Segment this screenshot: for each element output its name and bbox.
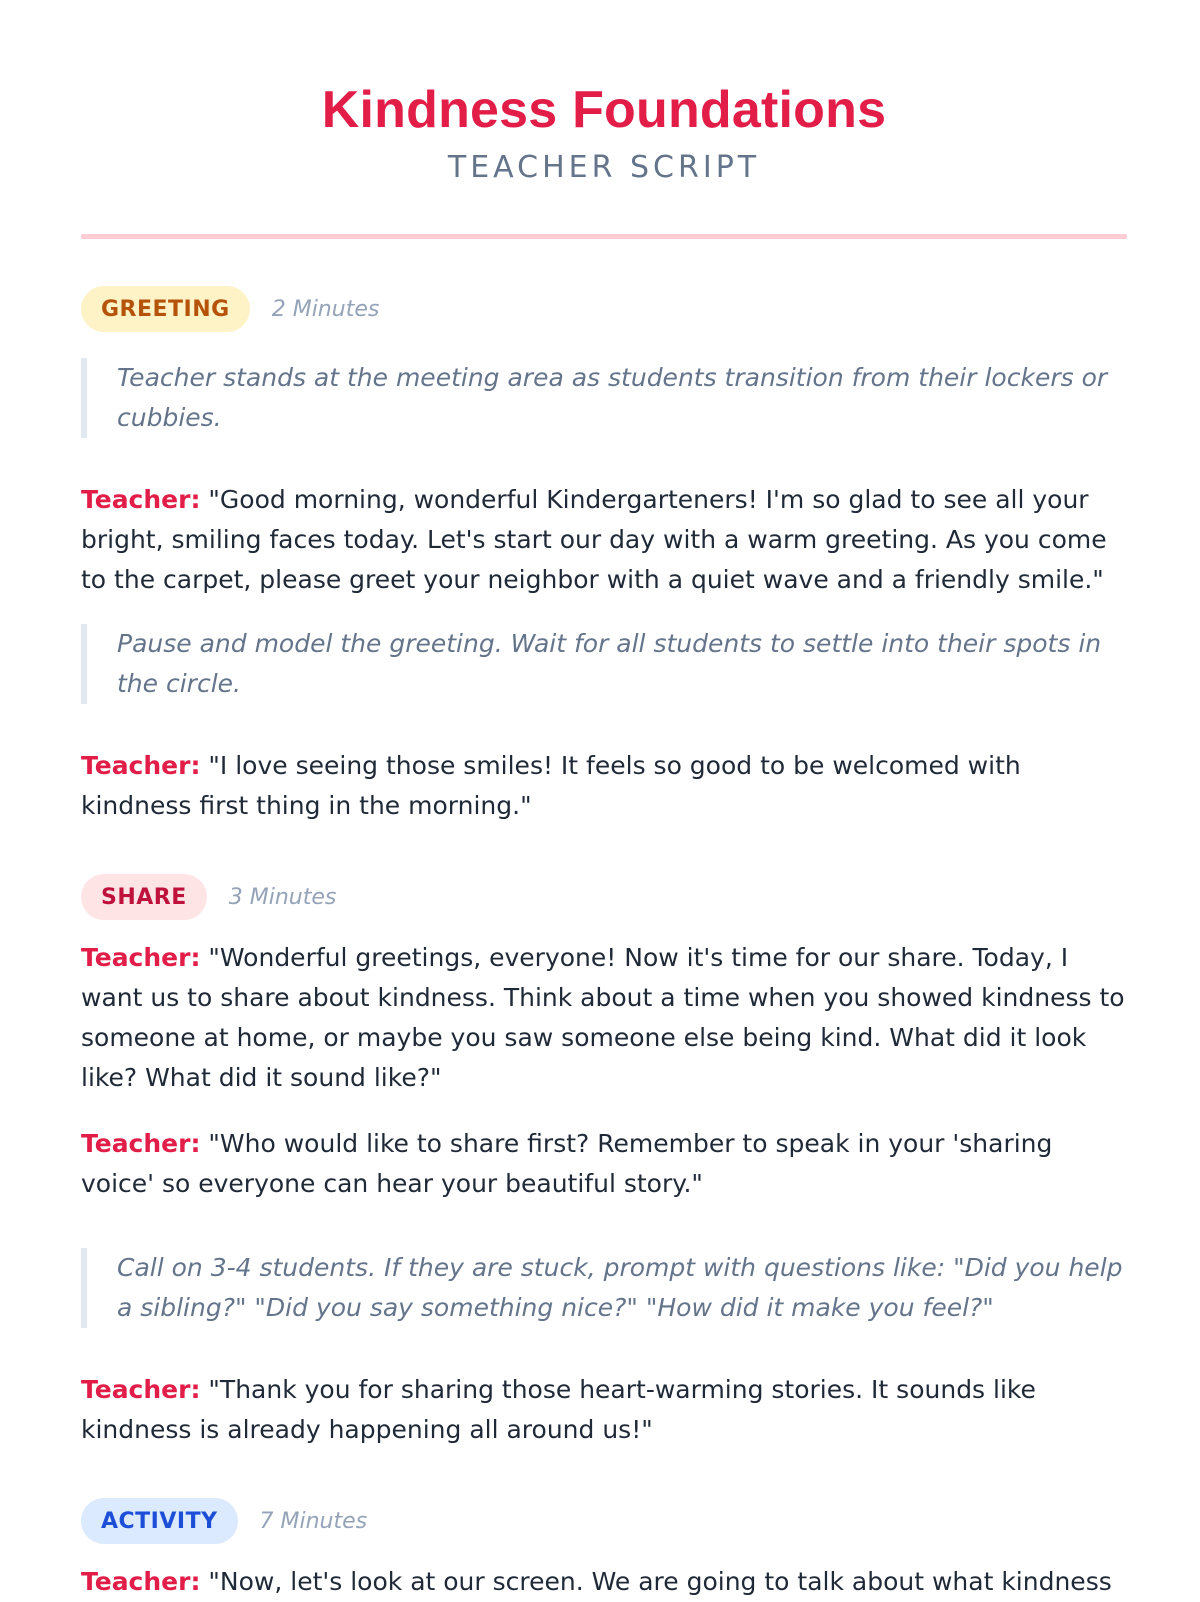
greeting-teacher-line-1: [81, 480, 1127, 600]
share-badge: SHARE: [81, 874, 207, 920]
greeting-line-2-text: "I love seeing those smiles! It feels so good to be welcomed with kindness first thing in the morning.": [81, 751, 1021, 820]
greeting-teacher-line-2: [81, 746, 1127, 826]
share-teacher-line-3: [81, 1370, 1127, 1450]
share-stage-direction-1: Call on 3-4 students. If they are stuck, prompt with questions like: "Did you help a sibling?" "Did you say something nice?" "How did it make you feel?": [81, 1248, 1127, 1328]
share-line-2-text: "Who would like to share first? Remember to speak in your 'sharing voice' so everyone can hear your beautiful story.": [81, 1129, 1053, 1198]
share-line-3-text: "Thank you for sharing those heart-warming stories. It sounds like kindness is already happening all around us!": [81, 1375, 1036, 1444]
activity-section-header: [81, 1498, 367, 1544]
activity-line-1-text: "Now, let's look at our screen. We are going to talk about what kindness: [208, 1567, 1112, 1596]
greeting-stage-direction-2: Pause and model the greeting. Wait for all students to settle into their spots in the circle.: [81, 624, 1127, 704]
share-teacher-line-2: [81, 1124, 1127, 1204]
greeting-duration: 2 Minutes: [271, 296, 380, 322]
activity-duration: 7 Minutes: [259, 1508, 368, 1534]
teacher-script-page: [81, 0, 1127, 1596]
activity-teacher-line-1: [81, 1562, 1127, 1602]
share-section-header: [81, 874, 336, 920]
speaker-label: Teacher:: [81, 1375, 201, 1404]
page-subtitle: TEACHER SCRIPT: [447, 150, 761, 185]
share-duration: 3 Minutes: [228, 884, 337, 910]
speaker-label: Teacher:: [81, 943, 201, 972]
page-title: Kindness Foundations: [321, 81, 887, 139]
greeting-section-header: [81, 286, 379, 332]
speaker-label: Teacher:: [81, 1567, 201, 1596]
speaker-label: Teacher:: [81, 751, 201, 780]
activity-badge: ACTIVITY: [81, 1498, 238, 1544]
greeting-line-1-text: "Good morning, wonderful Kindergarteners! I'm so glad to see all your bright, smiling faces today. Let's start our day with a warm greeting. As you come to the carpet, please greet your neighbor with a quiet wave and a friendly smile.": [81, 485, 1107, 594]
greeting-stage-direction-1: Teacher stands at the meeting area as students transition from their lockers or cubbies.: [81, 358, 1127, 438]
document-header: [81, 0, 1127, 188]
speaker-label: Teacher:: [81, 485, 201, 514]
share-line-1-text: "Wonderful greetings, everyone! Now it's time for our share. Today, I want us to share about kindness. Think about a time when you showed kindness to someone at home, or maybe you saw someone else being kind. What did it look like? What did it sound like?": [81, 943, 1125, 1092]
speaker-label: Teacher:: [81, 1129, 201, 1158]
greeting-badge: GREETING: [81, 286, 250, 332]
share-teacher-line-1: [81, 938, 1127, 1098]
header-divider: [81, 234, 1127, 239]
